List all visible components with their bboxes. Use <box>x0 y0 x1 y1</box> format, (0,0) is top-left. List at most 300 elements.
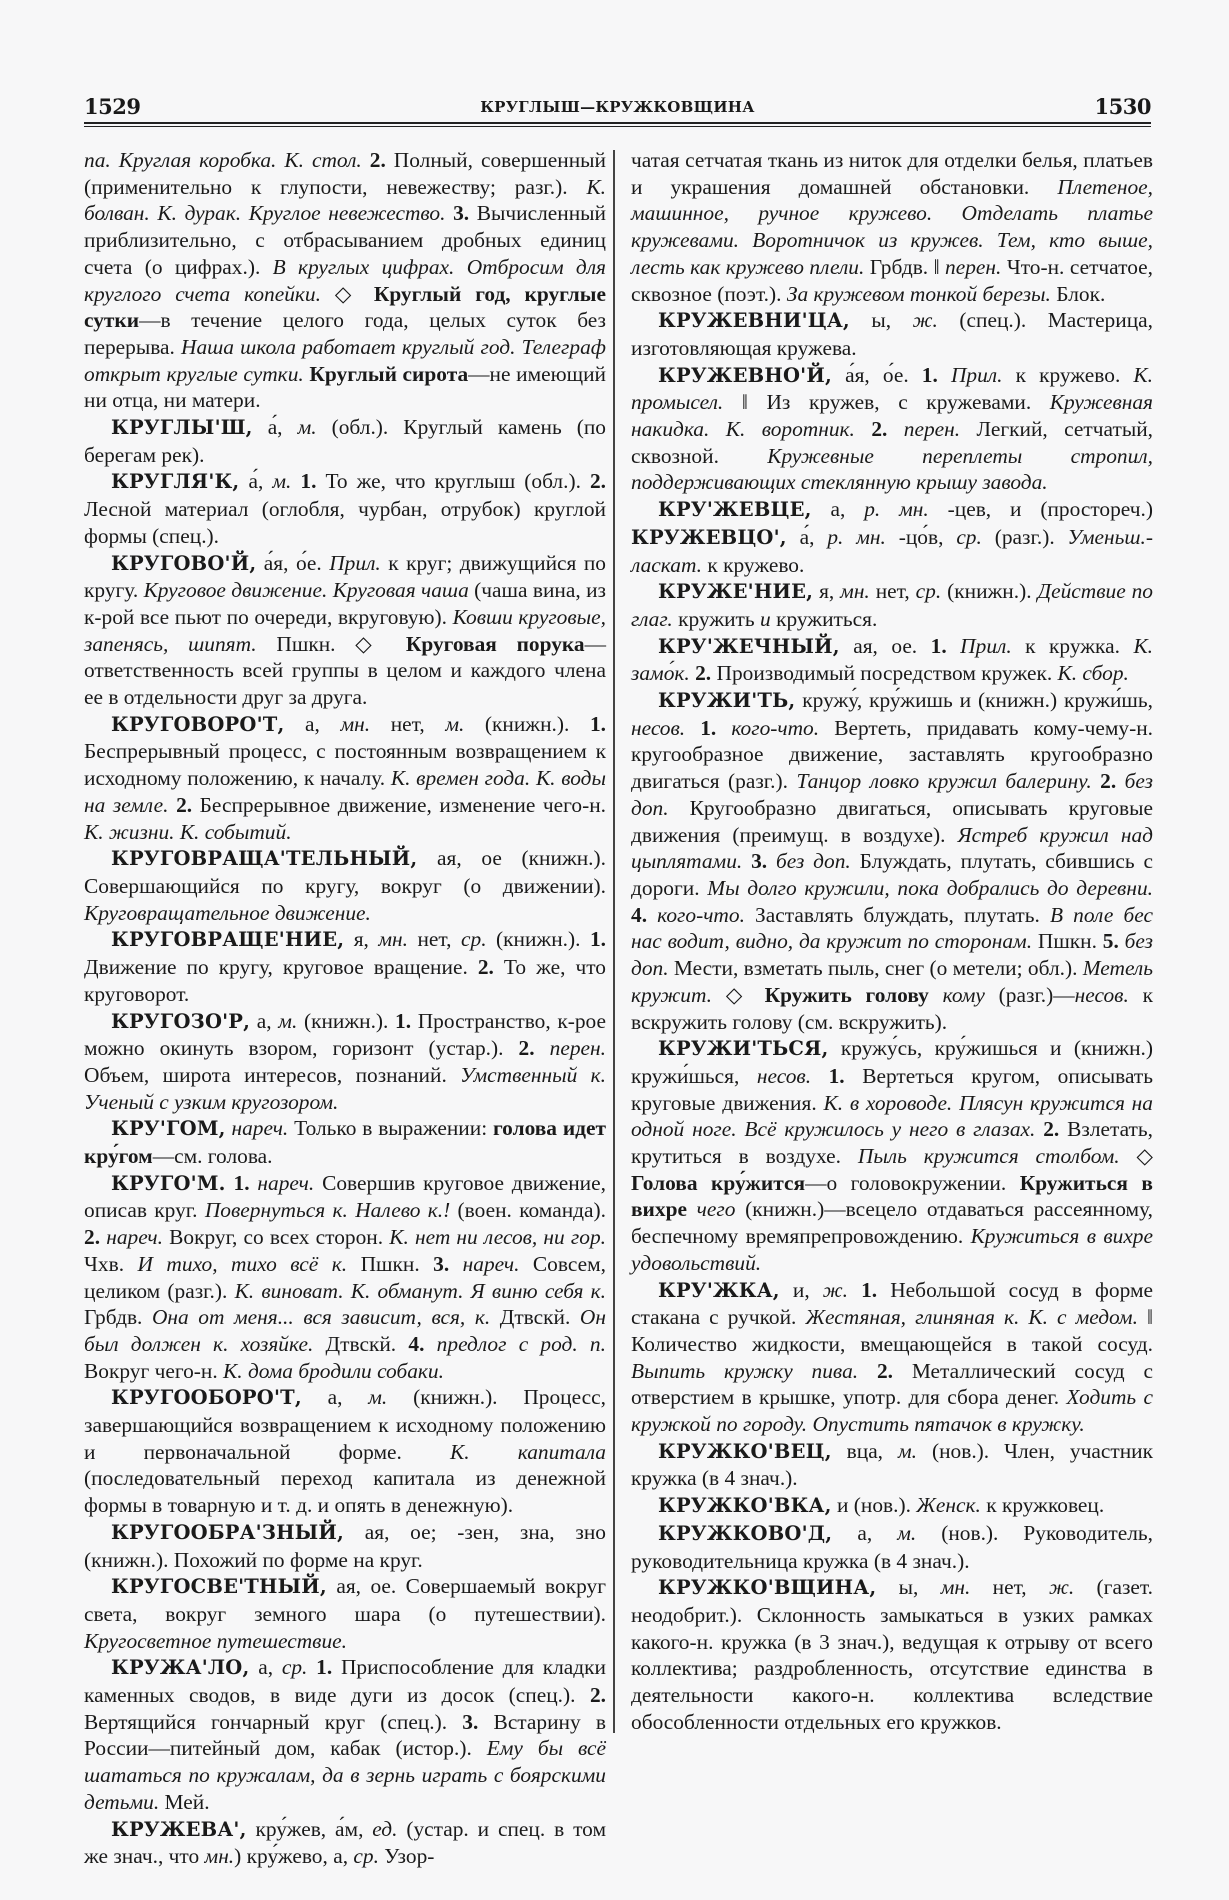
dictionary-entry <box>84 1170 606 1385</box>
italic-text: К. замо́к. <box>631 633 1153 686</box>
entry-text <box>226 1171 234 1195</box>
italic-text: Кружевные переплеты стропил, поддерживающих стеклянную крышу завода. <box>631 443 1153 495</box>
italic-text: мн. <box>204 1844 235 1869</box>
entry-text: и, <box>779 1277 823 1302</box>
entry-text: ы, <box>849 308 913 333</box>
entry-text: Мей. <box>159 1789 210 1814</box>
entry-text: Только в выражении: <box>288 1116 493 1141</box>
italic-text: ед. <box>372 1816 398 1841</box>
entry-text: Блок. <box>1050 281 1106 306</box>
entry-text: Вертеться кругом, описывать круговые движения. <box>631 1063 1154 1115</box>
entry-text: Дтвскй. <box>313 1331 409 1356</box>
headword: КРУГО'М. <box>111 1171 226 1195</box>
entry-text <box>535 1036 550 1060</box>
entry-text: а, <box>249 1655 282 1680</box>
entry-text <box>855 417 871 441</box>
entry-text: Пшкн. ◇ <box>256 631 406 656</box>
bold-text: Кружить голову <box>764 982 929 1007</box>
italic-text: Жестяная, глиняная к. К. с медом. <box>805 1305 1138 1330</box>
bold-text: Круглый год, круглые сутки <box>84 281 606 333</box>
bold-text: 1. <box>861 1277 878 1302</box>
entry-text: Совсем, целиком (разг.). <box>84 1251 606 1303</box>
dictionary-entry <box>631 1277 1153 1438</box>
bold-text: 1. <box>589 927 606 952</box>
headword: КРУГООБРА'ЗНЫЙ, <box>111 1520 344 1544</box>
italic-text: Уменьш.-ласкат. <box>631 524 1153 577</box>
italic-text: кого-что. <box>731 715 820 740</box>
italic-text: Действие по глаг. <box>631 579 1153 631</box>
running-head: КРУГЛЫШ—КРУЖКОВЩИНА <box>480 98 755 116</box>
italic-text: К. капитала <box>450 1439 606 1464</box>
entry-text: а, <box>832 1520 898 1545</box>
italic-text: ср. <box>461 927 487 952</box>
entry-text: -цев, и (простореч.) <box>928 497 1153 522</box>
entry-text: (книжн.). <box>297 1008 396 1033</box>
italic-text: ср. <box>956 524 982 549</box>
entry-text <box>424 1332 436 1356</box>
italic-text: м. <box>898 1438 917 1463</box>
bold-text: 1. <box>300 469 317 494</box>
italic-text: Метель кружит. <box>631 956 1153 1007</box>
entry-text <box>811 1064 829 1088</box>
headword: КРУ'ГОМ, <box>111 1117 226 1141</box>
entry-text: ая, ое. Совершаемый вокруг света, вокруг земного шара (о путешествии). <box>84 1574 606 1626</box>
bold-text: 4. <box>631 902 648 927</box>
italic-text: несов. <box>756 1063 812 1088</box>
italic-text: Прил. <box>950 362 1003 387</box>
italic-text: В поле бес нас водит, видно, да кружит по сторонам. <box>631 902 1153 954</box>
entry-text: То же, что круговорот. <box>84 955 606 1006</box>
entry-text: (нов.). Член, участник кружка (в 4 знач.). <box>631 1438 1153 1491</box>
italic-text: м. <box>272 469 292 494</box>
bold-text: 3. <box>453 201 470 226</box>
entry-continuation <box>84 147 606 414</box>
entry-text: Производимый посредством кружек. <box>711 661 1058 686</box>
italic-text: чего <box>696 1197 736 1222</box>
entry-text: и (нов.). <box>831 1493 917 1518</box>
italic-text: Он был должен к. хозяйке. <box>84 1305 606 1356</box>
italic-text: нареч. <box>231 1116 289 1141</box>
dictionary-entry <box>631 362 1153 497</box>
headword: КРУГОСВЕ'ТНЫЙ, <box>111 1575 327 1599</box>
italic-text: несов. <box>1074 982 1129 1007</box>
bold-text: 2. <box>876 1358 893 1383</box>
left-column <box>84 147 606 1870</box>
italic-text: Ковши круговые, запенясь, шипят. <box>84 604 606 656</box>
entry-text: (спец.). Мастерица, изготовляющая кружева. <box>631 308 1153 360</box>
entry-continuation <box>631 147 1153 307</box>
entry-text: нет, <box>970 1575 1049 1600</box>
bold-text: 2. <box>518 1036 535 1061</box>
entry-text <box>767 849 776 873</box>
page-number-right: 1530 <box>1094 94 1151 119</box>
entry-text: (нов.). Руководитель, руководительница кружка (в 4 знач.). <box>631 1520 1153 1573</box>
entry-text: (обл.). Круглый камень (по берегам рек). <box>84 415 606 467</box>
bold-text: 2. <box>871 417 888 442</box>
entry-text <box>1092 769 1100 793</box>
entry-text: Движение по кругу, круговое вращение. <box>84 955 478 980</box>
headword: КРУЖЕВНО'Й, <box>658 363 832 387</box>
headword: КРУГООБОРО'Т, <box>111 1386 302 1410</box>
bold-text: 2. <box>84 1225 101 1250</box>
dictionary-entry <box>631 633 1153 687</box>
entry-text <box>947 634 960 658</box>
dictionary-entry <box>84 468 606 549</box>
bold-text: 3. <box>751 849 768 874</box>
entry-text: чатая сетчатая ткань из ниток для отделки белья, платьев и украшения домашней обстановки. <box>631 148 1153 199</box>
entry-text: Объем, широта интересов, познаний. <box>84 1062 461 1087</box>
dictionary-entry <box>631 687 1153 1035</box>
entry-text: ы, <box>876 1575 941 1600</box>
entry-text: кружу́сь, кру́жишься и (книжн.) кружи́шься, <box>631 1036 1153 1088</box>
entry-text: нет, <box>869 579 916 604</box>
entry-text: (газет. неодобрит.). Склонность замыкаться в узких рамках какого-н. кружка (в 3 знач.), ведущая к отрыву от всего коллектива; раздробленность, отсутствие единства в деятельности какого-н. коллектива вследствие обособленности отдельных его кружков. <box>631 1575 1153 1734</box>
bold-text: 2. <box>477 955 494 980</box>
italic-text: м. <box>278 1008 298 1033</box>
entry-text <box>938 363 951 387</box>
headword: КРУ'ЖЕВЦЕ, <box>658 498 812 522</box>
headword: КРУЖЕВЦО', <box>631 525 787 549</box>
italic-text: Кружиться в вихре удовольствий. <box>631 1224 1153 1275</box>
bold-text: 1. <box>828 1063 845 1088</box>
bold-text: 1. <box>700 715 717 740</box>
entry-text: Дтвскй. <box>490 1305 580 1330</box>
headword: КРУЖИ'ТЬСЯ, <box>658 1037 829 1061</box>
italic-text: Умственный к. Ученый с узким кругозором. <box>84 1062 606 1114</box>
entry-text: Блуждать, плутать, сбившись с дороги. <box>631 849 1153 900</box>
entry-text <box>1116 769 1124 793</box>
entry-text <box>742 849 751 873</box>
page-number-left: 1529 <box>84 94 141 119</box>
italic-text: Ястреб кружил над цыплятами. <box>631 822 1153 874</box>
italic-text: Ходить с кружкой по городу. Опустить пятачок в кружку. <box>631 1385 1153 1437</box>
dictionary-entry <box>631 1574 1153 1735</box>
entry-text: Полный, совершенный (применительно к глупости, невежеству; разг.). <box>84 148 606 199</box>
entry-text: Вертящийся гончарный круг (спец.). <box>84 1709 463 1734</box>
italic-text: К. нет ни лесов, ни гор. <box>389 1225 606 1250</box>
italic-text: Пыль кружится столбом. <box>857 1144 1120 1169</box>
entry-text <box>445 201 453 225</box>
italic-text: К. болван. К. дурак. Круглое невежество. <box>84 174 606 226</box>
entry-text: к кружево. <box>702 552 805 577</box>
bold-text: 5. <box>1102 929 1119 954</box>
bold-text: 3. <box>462 1709 479 1734</box>
entry-text <box>858 1359 877 1383</box>
entry-text: к вскружить голову (см. вскружить). <box>631 982 1153 1034</box>
dictionary-entry <box>84 1519 606 1573</box>
headword: КРУЖКО'ВЩИНА, <box>658 1576 877 1600</box>
headword: КРУ'ЖЕЧНЫЙ, <box>658 634 840 658</box>
italic-text: м. <box>368 1385 388 1410</box>
italic-text: несов. <box>631 715 686 740</box>
italic-text: р. мн. <box>827 524 886 549</box>
entry-text: Что-н. сетчатое, сквозное (поэт.). <box>631 254 1153 306</box>
entry-text: а́, <box>786 524 828 549</box>
italic-text: Она от меня... вся зависит, вся, к. <box>151 1305 491 1330</box>
entry-text: а, <box>250 1008 279 1033</box>
entry-text: Беспрерывный процесс, с постоянным возвращением к исходному положению, к началу. <box>84 739 606 791</box>
bold-text: 1. <box>589 711 606 736</box>
entry-text: Мести, взметать пыль, снег (о метели; обл.). <box>668 956 1083 981</box>
bold-text: 2. <box>1043 1117 1060 1142</box>
dictionary-entry <box>631 1035 1153 1276</box>
entry-text: нет, <box>408 927 461 952</box>
italic-text: Кругосветное путешествие. <box>84 1628 347 1653</box>
entry-text: (книжн.)—всецело отдаваться рассеянному, беспечному времяпрепровождению. <box>631 1197 1153 1249</box>
dictionary-entry <box>84 1816 606 1870</box>
italic-text: К. жизни. К. событий. <box>84 819 292 844</box>
italic-text: Круговое движение. Круговая чаша <box>143 578 469 603</box>
entry-text: (разг.)— <box>984 982 1075 1007</box>
entry-text: Грбдв. <box>84 1305 152 1330</box>
italic-text: перен. <box>549 1036 606 1061</box>
headword: КРУЖЕВА', <box>111 1817 247 1841</box>
italic-text: За кружевом тонкой березы. <box>786 281 1051 306</box>
entry-text: (книжн.). <box>464 711 590 736</box>
dictionary-entry <box>631 1520 1153 1574</box>
entry-text: То же, что круглыш (обл.). <box>316 469 590 494</box>
entry-text: ая, ое; -зен, зна, зно (книжн.). Похожий по форме на круг. <box>84 1519 606 1572</box>
entry-text: я, <box>344 927 379 952</box>
italic-text: м. <box>445 711 465 736</box>
bold-text: 2. <box>695 661 712 686</box>
headword: КРУГОЗО'Р, <box>111 1009 251 1033</box>
headword: КРУЖКО'ВКА, <box>658 1494 832 1518</box>
entry-text: кружу́, кру́жишь и (книжн.) кружи́шь, <box>795 688 1153 713</box>
entry-text: Взлетать, крутиться в воздухе. <box>631 1117 1153 1169</box>
italic-text: м. <box>297 415 317 440</box>
dictionary-entry <box>631 496 1153 578</box>
entry-text: Вокруг чего-н. <box>84 1358 224 1383</box>
bold-text: 2. <box>589 469 606 494</box>
entry-text: —в течение целого года, целых суток без перерыва. <box>84 308 606 359</box>
entry-text: —не имеющий ни отца, ни матери. <box>84 361 606 413</box>
entry-text: (книжн.). <box>486 927 590 952</box>
entry-text <box>929 983 943 1007</box>
entry-text: к кружка. <box>1011 633 1134 658</box>
italic-text: Круговращательное движение. <box>84 900 371 925</box>
entry-text: а́я, о́е. <box>256 550 330 575</box>
entry-text: Узор- <box>378 1844 435 1869</box>
headword: КРУЖИ'ТЬ, <box>658 689 796 713</box>
italic-text: Кружевная накидка. К. воротник. <box>631 390 1153 442</box>
entry-text: Вертеть, придавать кому-чему-н. кругообразное движение, заставлять кругообразно двигаться (разг.). <box>631 715 1153 794</box>
entry-text: кружить <box>672 606 761 631</box>
entry-text <box>647 903 657 927</box>
entry-text: ая, ое. <box>839 633 931 658</box>
italic-text: Ему бы всё шататься по кружалам, да в зернь играть с боярскими детьми. <box>84 1736 606 1814</box>
entry-text: к круг; движущийся по кругу. <box>84 550 606 603</box>
italic-text: ср. <box>281 1655 308 1680</box>
headword: КРУГОВО'Й, <box>111 551 257 575</box>
entry-text: ‖ Из кружев, с кружевами. <box>723 390 1050 415</box>
entry-text: ая, ое (книжн.). Совершающийся по кругу, вокруг (о движении). <box>84 846 606 898</box>
italic-text: ж. <box>1048 1575 1075 1600</box>
italic-text: К. дома бродили собаки. <box>223 1358 444 1383</box>
entry-text: (книжн.). <box>941 579 1038 604</box>
bold-text: 2. <box>1100 769 1117 794</box>
entry-text <box>716 716 731 740</box>
entry-text: а́, <box>239 469 273 494</box>
entry-text <box>848 1278 861 1302</box>
headword: КРУГЛЯ'К, <box>111 470 240 494</box>
dictionary-entry <box>631 1492 1153 1520</box>
italic-text: мн. <box>378 927 409 952</box>
bold-text: 1. <box>921 362 938 387</box>
italic-text: К. сбор. <box>1057 661 1129 686</box>
italic-text: кому <box>942 982 985 1007</box>
italic-text: К. виноват. К. обманут. Я виню себя к. <box>234 1278 606 1303</box>
italic-text: Плетеное, машинное, ручное кружево. Отделать платье кружевами. Воротничок из кружев. Тем, кто выше, лесть как кружево плели. <box>631 174 1153 279</box>
entry-text: вца, <box>831 1438 898 1463</box>
italic-text: Мы долго кружили, пока добрались до деревни. <box>707 875 1154 900</box>
entry-text <box>685 716 700 740</box>
entry-text <box>449 1252 462 1276</box>
italic-text: без доп. <box>776 849 851 874</box>
headword: КРУГОВРАЩА'ТЕЛЬНЫЙ, <box>111 847 418 871</box>
bold-text: 4. <box>408 1331 425 1356</box>
italic-text: перен. <box>945 254 1002 279</box>
bold-text: Кружиться в вихре <box>631 1170 1153 1222</box>
dictionary-entry <box>631 1438 1153 1492</box>
entry-text: а, <box>301 1385 369 1410</box>
entry-text: Грбдв. ‖ <box>864 254 946 279</box>
entry-text: —о головокружении. <box>805 1170 1020 1195</box>
italic-text: нареч. <box>257 1170 315 1195</box>
italic-text: ж. <box>912 308 938 333</box>
entry-text: Лесной материал (оглобля, чурбан, отрубок) круглой формы (спец.). <box>84 497 606 548</box>
dictionary-entry <box>84 845 606 926</box>
entry-text: кру́жев, а́м, <box>246 1816 373 1841</box>
dictionary-entry <box>84 1384 606 1519</box>
italic-text: К. времен года. К. воды на земле. <box>84 766 606 817</box>
italic-text: И тихо, тихо всё к. <box>137 1251 348 1276</box>
dictionary-entry <box>84 1573 606 1654</box>
italic-text: па. Круглая коробка. К. стол. <box>84 148 362 172</box>
entry-text: ◇ <box>712 982 765 1007</box>
entry-text: к кружковец. <box>980 1493 1105 1518</box>
entry-text: ‖ Количество жидкости, вмещающейся в такой сосуд. <box>631 1305 1153 1356</box>
bold-text: Круглый сирота <box>309 361 469 386</box>
bold-text: 2. <box>176 792 193 817</box>
column-divider <box>613 150 615 1733</box>
italic-text: мн. <box>340 711 371 736</box>
entry-text: Пшкн. <box>1032 929 1103 954</box>
bold-text: 1. <box>930 633 947 658</box>
header-rule-thick <box>84 122 1151 124</box>
entry-text: (книжн.). Процесс, завершающийся возвращением к исходному положению и первоначальной форме. <box>84 1385 606 1464</box>
entry-text: (разг.). <box>981 524 1068 549</box>
entry-text: (чаша вина, из к-рой все пьют по очереди, вкруговую). <box>84 578 606 629</box>
dictionary-entry <box>84 926 606 1007</box>
italic-text: Танцор ловко кружил балерину. <box>796 769 1092 794</box>
italic-text: м. <box>897 1520 917 1545</box>
italic-text: Повернуться к. Налево к.! <box>204 1198 451 1223</box>
italic-text: без доп. <box>631 929 1153 981</box>
headword: КРУГЛЫ'Ш, <box>111 416 253 440</box>
italic-text: К. промысел. <box>631 362 1153 415</box>
entry-text: а́я, о́е. <box>831 362 922 387</box>
headword: КРУЖЕ'НИЕ, <box>658 580 814 604</box>
headword: КРУГОВОРО'Т, <box>111 712 285 736</box>
headword: КРУЖКОВО'Д, <box>658 1521 833 1545</box>
entry-text: а, <box>284 711 341 736</box>
headword: КРУ'ЖКА, <box>658 1278 780 1302</box>
entry-text: Заставлять блуждать, плутать. <box>744 902 1050 927</box>
entry-text: Вокруг, со всех сторон. <box>163 1225 390 1250</box>
italic-text: ср. <box>915 579 942 604</box>
bold-text: 3. <box>433 1251 450 1276</box>
entry-text: а́, <box>252 415 298 440</box>
italic-text: Женск. <box>916 1493 981 1518</box>
entry-text: Кругообразно двигаться, описывать круговые движения (преимущ. в воздухе). <box>631 795 1153 847</box>
italic-text: р. мн. <box>864 497 929 522</box>
headword: КРУЖА'ЛО, <box>111 1656 250 1680</box>
italic-text: предлог с род. п. <box>436 1331 606 1356</box>
entry-text: (устар. и спец. в том же знач., что <box>84 1816 606 1869</box>
headword: КРУГОВРАЩЕ'НИЕ, <box>111 928 345 952</box>
entry-text: Чхв. <box>84 1251 138 1276</box>
entry-text <box>687 1197 697 1221</box>
dictionary-entry <box>84 711 606 846</box>
entry-text: к кружево. <box>1002 362 1134 387</box>
bold-text: 1. <box>316 1655 333 1680</box>
italic-text: К. в хороводе. Плясун кружится на одной ноге. Всё кружилось у него в глазах. <box>631 1090 1153 1142</box>
entry-text <box>307 1655 316 1679</box>
header-rule-thin <box>84 126 1151 127</box>
italic-text: Прил. <box>960 633 1012 658</box>
italic-text: Наша школа работает круглый год. Телеграф открыт круглые сутки. <box>84 334 606 386</box>
entry-text: Легкий, сетчатый, сквозной. <box>631 417 1153 468</box>
bold-text: 2. <box>589 1683 606 1708</box>
entry-text: Небольшой сосуд в форме стакана с ручкой. <box>631 1277 1153 1330</box>
italic-text: ср. <box>353 1844 379 1869</box>
italic-text: мн. <box>940 1575 971 1600</box>
entry-text: Встарину в России—питейный дом, кабак (истор.). <box>84 1709 606 1761</box>
entry-text: ◇ <box>1119 1144 1153 1169</box>
bold-text: Голова кру́жится <box>631 1170 806 1195</box>
entry-text: Металлический сосуд с отверстием в крышке, употр. для сбора денег. <box>631 1358 1154 1410</box>
right-column <box>631 147 1153 1735</box>
dictionary-entry <box>84 414 606 468</box>
italic-text: и <box>760 606 771 631</box>
italic-text: Выпить кружку пива. <box>631 1358 859 1383</box>
bold-text: голова идет кру́гом <box>84 1116 606 1169</box>
headword: КРУЖЕВНИ'ЦА, <box>658 309 850 333</box>
entry-text: а, <box>811 497 865 522</box>
dictionary-entry <box>631 307 1153 361</box>
entry-text: (последовательный переход капитала из денежной формы в товарную и т. д. и опять в денежную). <box>84 1466 606 1518</box>
italic-text: перен. <box>903 417 961 442</box>
italic-text: без доп. <box>631 769 1153 820</box>
bold-text: Круговая порука <box>405 631 585 656</box>
headword: КРУЖКО'ВЕЦ, <box>658 1439 832 1463</box>
italic-text: Прил. <box>329 550 381 575</box>
italic-text: В круглых цифрах. Отбросим для круглого счета копейки. <box>84 254 606 306</box>
entry-text: Вычисленный приблизительно, с отбрасыванием дробных единиц счета (о цифрах.). <box>84 201 606 279</box>
bold-text: 2. <box>369 148 386 172</box>
entry-text: кружиться. <box>770 606 878 631</box>
entry-text: —см. голова. <box>152 1144 273 1169</box>
entry-text <box>169 793 177 817</box>
italic-text: ж. <box>822 1277 849 1302</box>
entry-text: нет, <box>370 711 446 736</box>
entry-text: Пространство, к-рое можно окинуть взором, горизонт (устар.). <box>84 1008 606 1061</box>
entry-text: (воен. команда). <box>450 1198 606 1223</box>
entry-text: я, <box>813 579 841 604</box>
italic-text: кого-что. <box>657 902 745 927</box>
dictionary-entry <box>84 550 606 711</box>
